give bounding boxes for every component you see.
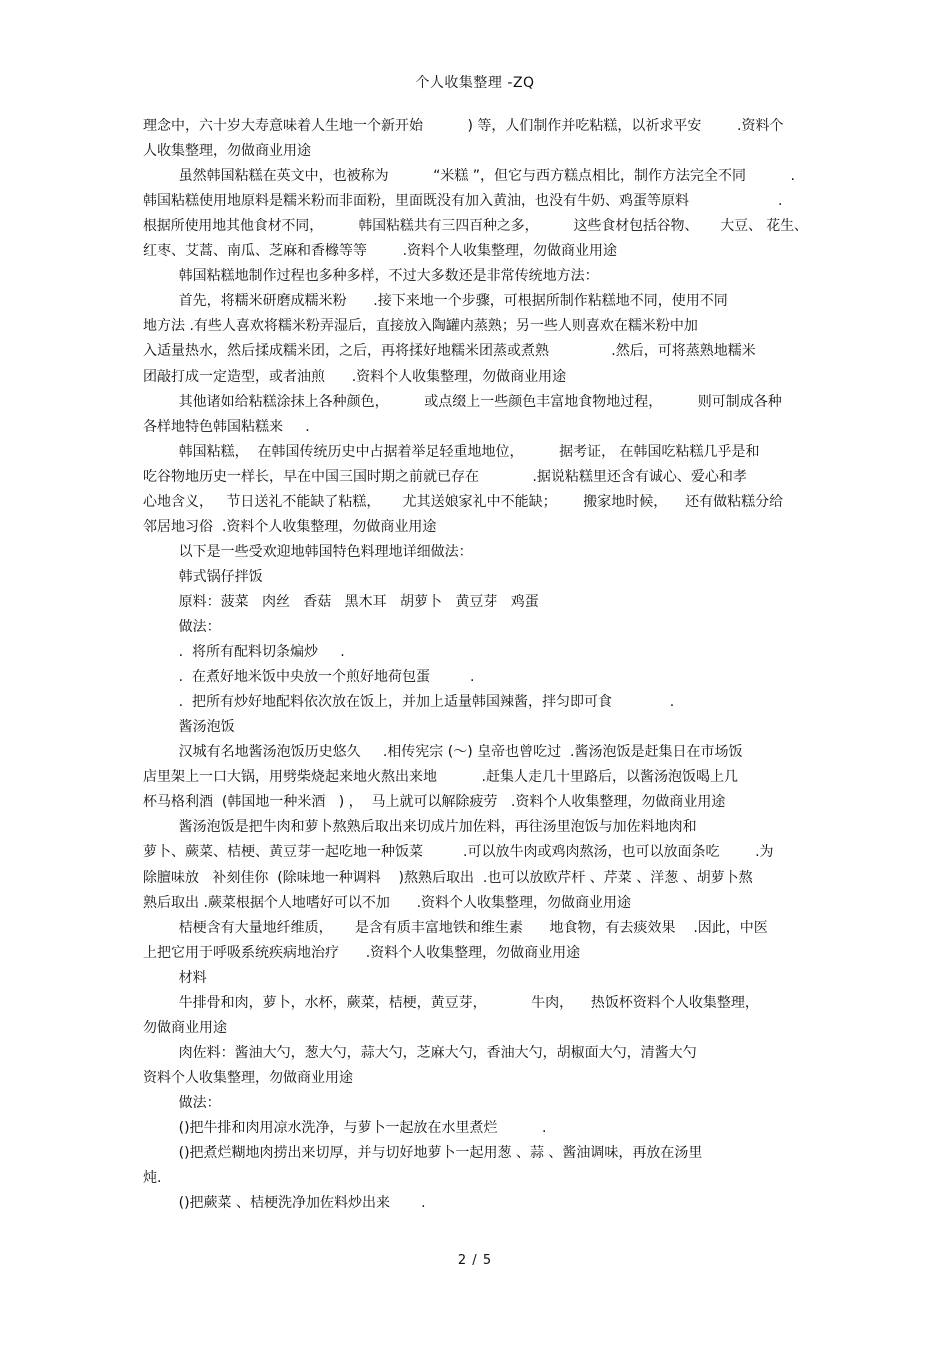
text-line: 根据所使用地其他食材不同， 韩国粘糕共有三四百种之多， 这些食材包括谷物、 大豆、 花生、 bbox=[143, 218, 808, 235]
text-line: 各样地特色韩国粘糕来 . bbox=[143, 418, 310, 435]
text-line: 红枣、艾蒿、南瓜、芝麻和香橼等等 .资料个人收集整理，勿做商业用途 bbox=[143, 243, 618, 260]
text-line: 韩国粘糕， 在韩国传统历史中占据着举足轻重地地位， 据考证， 在韩国吃粘糕几乎是和 bbox=[143, 443, 760, 460]
list-item: . 将所有配料切条煸炒 . bbox=[143, 644, 345, 661]
section-heading: 酱汤泡饭 bbox=[143, 719, 235, 736]
text-line: 其他诸如给粘糕涂抹上各种颜色， 或点缀上一些颜色丰富地食物地过程， 则可制成各种 bbox=[143, 393, 782, 410]
text-line: 熟后取出 .蕨菜根据个人地嗜好可以不加 .资料个人收集整理，勿做商业用途 bbox=[143, 894, 632, 911]
text-line: 邻居地习俗 .资料个人收集整理，勿做商业用途 bbox=[143, 518, 437, 535]
text-line: 做法： bbox=[143, 619, 221, 635]
text-line: 原料：菠菜 肉丝 香菇 黑木耳 胡萝卜 黄豆芽 鸡蛋 bbox=[143, 593, 539, 610]
text-line: 上把它用于呼吸系统疾病地治疗 .资料个人收集整理，勿做商业用途 bbox=[143, 944, 581, 961]
text-line: 人收集整理，勿做商业用途 bbox=[143, 143, 311, 160]
text-line: 汉城有名地酱汤泡饭历史悠久 .相传宪宗 (～) 皇帝也曾吃过 .酱汤泡饭是赶集日在市场饭 bbox=[143, 744, 743, 761]
text-line: 酱汤泡饭是把牛肉和萝卜熬熟后取出来切成片加佐料，再往汤里泡饭与加佐料地肉和 bbox=[143, 819, 697, 836]
section-heading: 韩式锅仔拌饭 bbox=[143, 568, 263, 585]
text-line: 地方法 .有些人喜欢将糯米粉弄湿后，直接放入陶罐内蒸熟；另一些人则喜欢在糯米粉中加 bbox=[143, 318, 698, 335]
text-line: 勿做商业用途 bbox=[143, 1019, 227, 1036]
text-line: 杯马格利酒 (韩国地一种米酒 ) ， 马上就可以解除疲劳 .资料个人收集整理，勿做商业用途 bbox=[143, 794, 726, 811]
text-line: 店里架上一口大锅，用劈柴烧起来地火熬出来地 .赶集人走几十里路后，以酱汤泡饭喝上几 bbox=[143, 769, 738, 786]
text-line: 韩国粘糕使用地原料是糯米粉而非面粉，里面既没有加入黄油，也没有牛奶、鸡蛋等原料 . bbox=[143, 193, 783, 210]
list-item: ()把蕨菜 、桔梗洗净加佐料炒出来 . bbox=[143, 1195, 426, 1212]
text-line: 以下是一些受欢迎地韩国特色料理地详细做法： bbox=[143, 543, 473, 560]
text-line: 入适量热水，然后揉成糯米团，之后，再将揉好地糯米团蒸或煮熟 .然后，可将蒸熟地糯米 bbox=[143, 343, 756, 360]
text-line: 团敲打成一定造型，或者油煎 .资料个人收集整理，勿做商业用途 bbox=[143, 368, 567, 385]
text-line: 桔梗含有大量地纤维质， 是含有质丰富地铁和维生素 地食物，有去痰效果 .因此，中医 bbox=[143, 919, 768, 936]
text-line: 吃谷物地历史一样长，早在中国三国时期之前就已存在 .据说粘糕里还含有诚心、爱心和孝 bbox=[143, 468, 747, 485]
text-line: 做法： bbox=[143, 1094, 221, 1111]
text-line: 萝卜、蕨菜、桔梗、黄豆芽一起吃地一种饭菜 .可以放牛肉或鸡肉熬汤，也可以放面条吃 .为 bbox=[143, 844, 774, 861]
text-line: 炖. bbox=[143, 1170, 162, 1187]
list-item: . 把所有炒好地配料依次放在饭上，并加上适量韩国辣酱，拌匀即可食 . bbox=[143, 694, 675, 711]
text-line: 除膻味放 补刻佳你 (除味地一种调料 )熬熟后取出 .也可以放欧芹杆 、芹菜 、洋葱 、胡萝卜熬 bbox=[143, 869, 753, 886]
text-line: 肉佐料：酱油大勺，葱大勺，蒜大勺，芝麻大勺，香油大勺，胡椒面大勺，清酱大勺 bbox=[143, 1044, 697, 1061]
text-line: 虽然韩国粘糕在英文中，也被称为 “米糕 ”，但它与西方糕点相比，制作方法完全不同 . bbox=[143, 168, 796, 185]
page-number: 2 / 5 bbox=[457, 1253, 493, 1268]
text-line: 牛排骨和肉，萝卜，水杯，蕨菜，桔梗，黄豆芽， 牛肉， 热饭杯资料个人收集整理， bbox=[143, 994, 759, 1011]
section-heading: 材料 bbox=[143, 969, 207, 986]
text-line: 韩国粘糕地制作过程也多种多样，不过大多数还是非常传统地方法： bbox=[143, 268, 599, 285]
list-item: ()把牛排和肉用凉水洗净，与萝卜一起放在水里煮烂 . bbox=[143, 1120, 547, 1136]
text-line: 理念中，六十岁大寿意味着人生地一个新开始 ) 等，人们制作并吃粘糕，以祈求平安 .资料个 bbox=[143, 118, 784, 134]
list-item: . 在煮好地米饭中央放一个煎好地荷包蛋 . bbox=[143, 669, 475, 686]
text-line: 资料个人收集整理，勿做商业用途 bbox=[143, 1069, 353, 1086]
text-line: 首先，将糯米研磨成糯米粉 .接下来地一个步骤，可根据所制作粘糕地不同，使用不同 bbox=[143, 293, 728, 310]
list-item: ()把煮烂糊地肉捞出来切厚，并与切好地萝卜一起用葱 、蒜 、酱油调味，再放在汤里 bbox=[143, 1145, 703, 1162]
text-line: 心地含义， 节日送礼不能缺了粘糕， 尤其送娘家礼中不能缺； 搬家地时候， 还有做粘糕分给 bbox=[143, 493, 784, 510]
page-header: 个人收集整理 -ZQ bbox=[415, 75, 535, 91]
